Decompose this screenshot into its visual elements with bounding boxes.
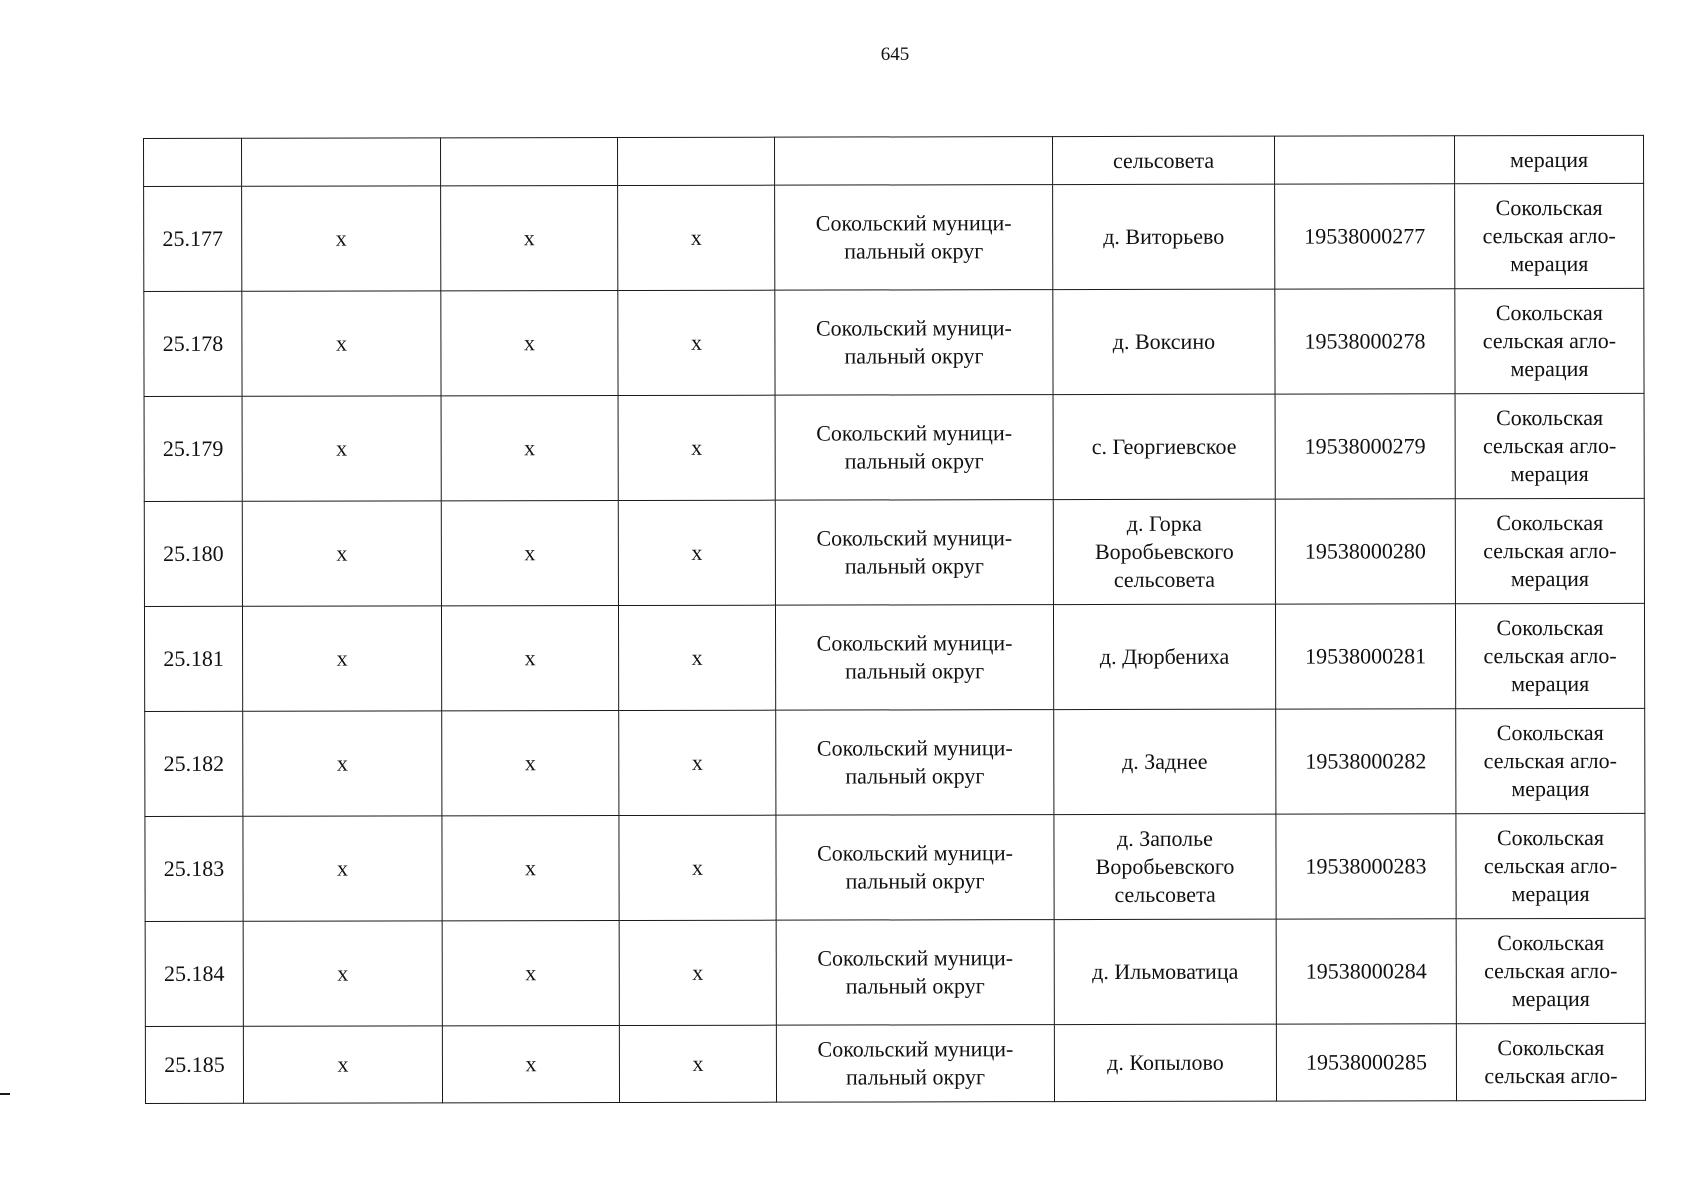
x-mark-cell: х	[441, 291, 618, 396]
settlement-cell: д. Ильмоватица	[1054, 919, 1276, 1024]
table-row	[145, 813, 1645, 921]
x-mark-cell: х	[619, 815, 776, 920]
agglomeration-cell: Сокольская сельская агло- мерация	[1456, 708, 1645, 813]
settlement-cell: д. Горка Воробьевского сельсовета	[1053, 499, 1275, 604]
row-number-cell: 25.185	[145, 1026, 243, 1103]
oktmo-code-cell: 19538000285	[1276, 1024, 1456, 1101]
x-mark-cell: х	[618, 395, 775, 500]
x-mark-cell: х	[618, 605, 775, 710]
x-mark-cell: х	[618, 290, 775, 395]
row-number-cell: 25.181	[144, 606, 242, 711]
header-cell	[144, 138, 242, 186]
header-cell-agglomeration: мерация	[1454, 135, 1643, 183]
settlement-cell: д. Виторьево	[1053, 184, 1275, 289]
settlement-cell: д. Воксино	[1053, 289, 1275, 394]
header-cell-settlement: сельсовета	[1052, 136, 1274, 184]
x-mark-cell: х	[619, 710, 776, 815]
x-mark-cell: х	[243, 921, 442, 1026]
oktmo-code-cell: 19538000282	[1276, 709, 1456, 814]
district-cell: Сокольский муници- пальный округ	[776, 1025, 1054, 1103]
oktmo-code-cell: 19538000278	[1275, 289, 1455, 394]
header-cell	[441, 138, 618, 186]
x-mark-cell: х	[242, 501, 441, 606]
settlement-cell: д. Дюрбениха	[1053, 604, 1275, 709]
table-row	[144, 288, 1644, 396]
agglomeration-cell: Сокольская сельская агло- мерация	[1455, 288, 1644, 393]
settlement-cell: д. Заднее	[1054, 709, 1276, 814]
agglomeration-cell: Сокольская сельская агло-	[1456, 1023, 1645, 1100]
header-cell	[618, 137, 775, 185]
x-mark-cell: х	[242, 291, 441, 396]
x-mark-cell: х	[618, 500, 775, 605]
agglomeration-cell: Сокольская сельская агло- мерация	[1455, 498, 1644, 603]
district-cell: Сокольский муници- пальный округ	[775, 500, 1053, 606]
oktmo-code-cell: 19538000283	[1276, 814, 1456, 919]
row-number-cell: 25.184	[145, 921, 243, 1026]
margin-dash	[0, 1093, 10, 1095]
x-mark-cell: х	[441, 186, 618, 291]
table-row	[144, 498, 1644, 606]
oktmo-code-cell: 19538000280	[1275, 499, 1455, 604]
agglomeration-cell: Сокольская сельская агло- мерация	[1456, 813, 1645, 918]
x-mark-cell: х	[442, 711, 619, 816]
district-cell: Сокольский муници- пальный округ	[776, 815, 1054, 921]
settlement-cell: с. Георгиевское	[1053, 394, 1275, 499]
x-mark-cell: х	[619, 1025, 776, 1102]
oktmo-code-cell: 19538000284	[1276, 919, 1456, 1024]
header-row	[144, 135, 1644, 186]
row-number-cell: 25.179	[144, 396, 242, 501]
table-row	[145, 1023, 1645, 1103]
x-mark-cell: х	[442, 1026, 619, 1103]
x-mark-cell: х	[242, 606, 441, 711]
table-body	[144, 135, 1646, 1103]
district-cell: Сокольский муници- пальный округ	[775, 185, 1053, 291]
row-number-cell: 25.178	[144, 291, 242, 396]
x-mark-cell: х	[442, 816, 619, 921]
agglomeration-cell: Сокольская сельская агло- мерация	[1455, 183, 1644, 288]
x-mark-cell: х	[441, 501, 618, 606]
district-cell: Сокольский муници- пальный округ	[775, 605, 1053, 711]
oktmo-code-cell: 19538000281	[1275, 604, 1455, 709]
row-number-cell: 25.183	[145, 816, 243, 921]
x-mark-cell: х	[442, 921, 619, 1026]
settlements-table	[143, 135, 1646, 1104]
header-cell	[774, 137, 1052, 186]
row-number-cell: 25.182	[145, 711, 243, 816]
header-cell	[242, 138, 441, 186]
agglomeration-cell: Сокольская сельская агло- мерация	[1455, 603, 1644, 708]
table-row	[144, 393, 1644, 501]
row-number-cell: 25.177	[144, 186, 242, 291]
row-number-cell: 25.180	[144, 501, 242, 606]
table-row	[145, 918, 1645, 1026]
x-mark-cell: х	[619, 920, 776, 1025]
x-mark-cell: х	[618, 185, 775, 290]
agglomeration-cell: Сокольская сельская агло- мерация	[1456, 918, 1645, 1023]
district-cell: Сокольский муници- пальный округ	[775, 290, 1053, 396]
settlement-cell: д. Заполье Воробьевского сельсовета	[1054, 814, 1276, 919]
x-mark-cell: х	[243, 1026, 442, 1103]
page-number: 645	[880, 44, 910, 65]
table-row	[144, 603, 1644, 711]
settlement-cell: д. Копылово	[1054, 1024, 1276, 1101]
agglomeration-cell: Сокольская сельская агло- мерация	[1455, 393, 1644, 498]
x-mark-cell: х	[242, 186, 441, 291]
table-container	[143, 135, 1645, 1104]
x-mark-cell: х	[441, 396, 618, 501]
district-cell: Сокольский муници- пальный округ	[776, 710, 1054, 816]
oktmo-code-cell: 19538000277	[1275, 184, 1455, 289]
district-cell: Сокольский муници- пальный округ	[776, 920, 1054, 1026]
oktmo-code-cell: 19538000279	[1275, 394, 1455, 499]
table-row	[145, 708, 1645, 816]
district-cell: Сокольский муници- пальный округ	[775, 395, 1053, 501]
x-mark-cell: х	[441, 606, 618, 711]
table-row	[144, 183, 1644, 291]
x-mark-cell: х	[243, 711, 442, 816]
x-mark-cell: х	[242, 396, 441, 501]
header-cell	[1274, 136, 1454, 184]
x-mark-cell: х	[243, 816, 442, 921]
